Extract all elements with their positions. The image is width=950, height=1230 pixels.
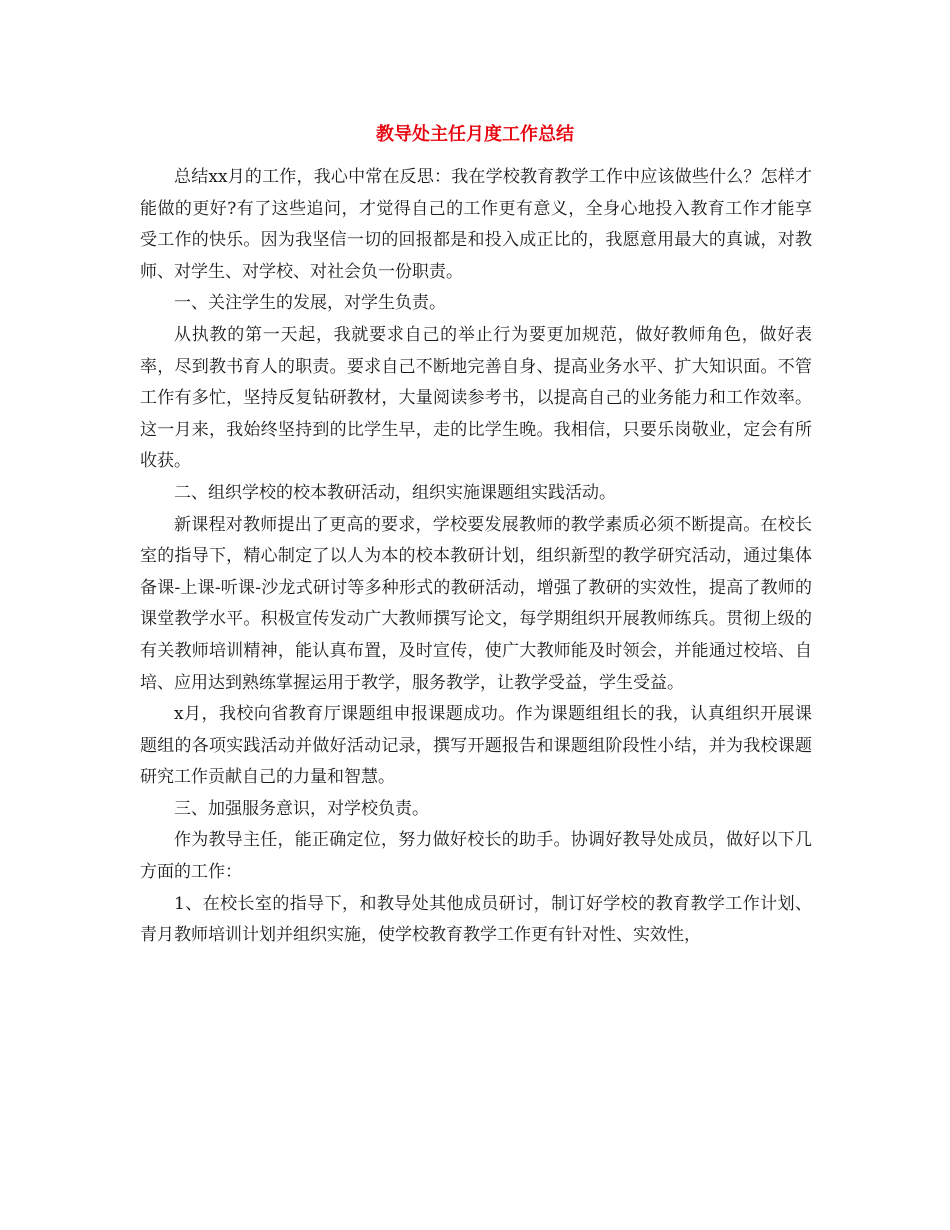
document-title: 教导处主任月度工作总结 (376, 124, 574, 145)
section-heading-3: 三、加强服务意识，对学校负责。 (174, 798, 429, 819)
section-heading-1: 一、关注学生的发展，对学生负责。 (174, 293, 446, 314)
paragraph-intro: 总结xx月的工作，我心中常在反思：我在学校教育教学工作中应该做些什么？怎样才能做的更好?有了这些追问，才觉得自己的工作更有意义，全身心地投入教育工作才能享受工作的快乐。因为我坚信一切的回报都是和投入成正比的，我愿意用最大的真诚，对教师、对学生、对学校、对社会负一份职责。 (140, 167, 812, 282)
section-heading-2: 二、组织学校的校本教研活动，组织实施课题组实践活动。 (174, 482, 616, 503)
paragraph-section-3-item-1: 1、在校长室的指导下，和教导处其他成员研讨，制订好学校的教育教学工作计划、青月教师培训计划并组织实施，使学校教育教学工作更有针对性、实效性， (140, 893, 812, 946)
paragraph-section-2a: 新课程对教师提出了更高的要求，学校要发展教师的教学素质必须不断提高。在校长室的指导下，精心制定了以人为本的校本教研计划，组织新型的教学研究活动，通过集体备课-上课-听课-沙龙式研讨等多种形式的教研活动，增强了教研的实效性，提高了教师的课堂教学水平。积极宣传发动广大教师撰写论文，每学期组织开展教师练兵。贯彻上级的有关教师培训精神，能认真布置，及时宣传，使广大教师能及时领会，并能通过校培、自培、应用达到熟练掌握运用于教学，服务教学，让教学受益，学生受益。 (140, 514, 812, 693)
document-body (140, 162, 812, 952)
paragraph-section-3a: 作为教导主任，能正确定位，努力做好校长的助手。协调好教导处成员，做好以下几方面的工作： (140, 830, 812, 883)
paragraph-section-2b: x月，我校向省教育厅课题组申报课题成功。作为课题组组长的我，认真组织开展课题组的各项实践活动并做好活动记录，撰写开题报告和课题组阶段性小结，并为我校课题研究工作贡献自己的力量和智慧。 (140, 704, 812, 788)
paragraph-section-1: 从执教的第一天起，我就要求自己的举止行为要更加规范，做好教师角色，做好表率，尽到教书育人的职责。要求自己不断地完善自身、提高业务水平、扩大知识面。不管工作有多忙，坚持反复钻研教材，大量阅读参考书，以提高自己的业务能力和工作效率。这一月来，我始终坚持到的比学生早，走的比学生晚。我相信，只要乐岗敬业，定会有所收获。 (140, 324, 812, 472)
